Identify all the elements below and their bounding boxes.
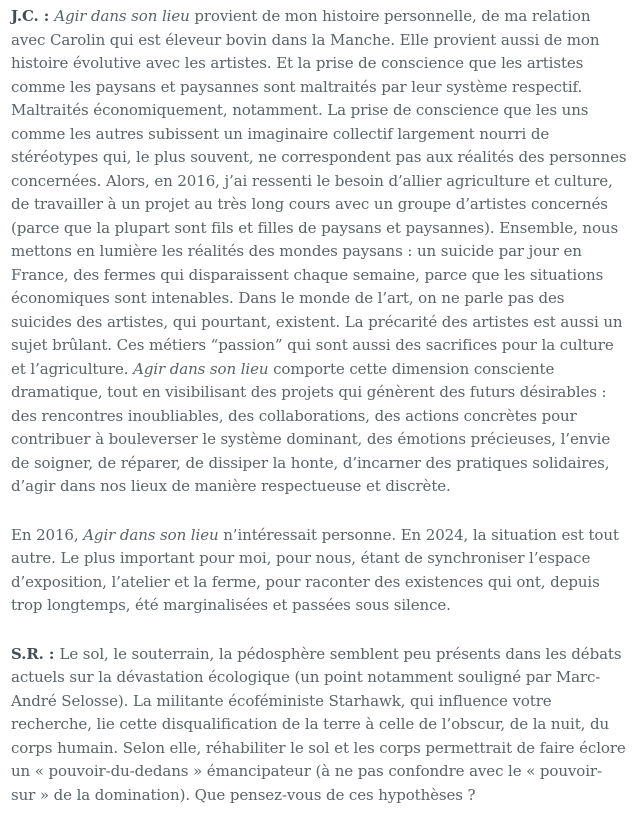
work-title: Agir dans son lieu bbox=[133, 359, 269, 378]
text-run: comporte cette dimension consciente dramatique, tout en visibilisant des projets qui génèrent des futurs désirables : des rencontres inoubliables, des collaborations, des actions concrètes pour contribuer à bouleverser le système dominant, des émotions précieuses, l’envie de soigner, de réparer, de dissiper la honte, d’incarner des pratiques solidaires, d’agir dans nos lieux de manière respectueuse et discrète. bbox=[11, 359, 611, 495]
text-run: Le sol, le souterrain, la pédosphère semblent peu présents dans les débats actuels sur la dévastation écologique (un point notamment souligné par Marc-André Selosse). La militante écoféministe Starhawk, qui influence votre recherche, lie cette disqualification de la terre à celle de l’obscur, de la nuit, du corps humain. Selon elle, réhabiliter le sol et les corps permettrait de faire éclore un « pouvoir-du-dedans » émancipateur (à ne pas confondre avec le « pouvoir-sur » de la domination). Que pensez-vous de ces hypothèses ? bbox=[11, 644, 626, 804]
text-run: n’intéressait personne. En 2024, la situation est tout autre. Le plus important pour moi, pour nous, étant de synchroniser l’espace d’exposition, l’atelier et la ferme, pour raconter des existences qui ont, depuis trop longtemps, été marginalisées et passées sous silence. bbox=[11, 525, 619, 614]
work-title: Agir dans son lieu bbox=[54, 7, 190, 25]
interview-transcript bbox=[11, 5, 629, 807]
paragraph bbox=[11, 5, 629, 499]
work-title: Agir dans son lieu bbox=[83, 525, 219, 544]
text-run: provient de mon histoire personnelle, de ma relation avec Carolin qui est éleveur bovin dans la Manche. Elle provient aussi de mon histoire évolutive avec les artistes. Et la prise de conscience que les artistes comme les paysans et paysannes sont maltraités par leur système respectif. Maltraités économiquement, notamment. La prise de conscience que les uns comme les autres subissent un imaginaire collectif largement nourri de stéréotypes qui, le plus souvent, ne correspondent pas aux réalités des personnes concernées. Alors, en 2016, j’ai ressenti le besoin d’allier agriculture et culture, de travailler à un projet au très long cours avec un groupe d’artistes concernés (parce que la plupart sont fils et filles de paysans et paysannes). Ensemble, nous mettons en lumière les réalités des mondes paysans : un suicide par jour en France, des fermes qui disparaissent chaque semaine, parce que les situations économiques sont intenables. Dans le monde de l’art, on ne parle pas des suicides des artistes, qui pourtant, existent. La précarité des artistes est aussi un sujet brûlant. Ces métiers “passion” qui sont aussi des sacrifices pour la culture et l’agriculture. bbox=[11, 7, 627, 378]
speaker-label: S.R. : bbox=[11, 644, 60, 663]
paragraph bbox=[11, 524, 629, 618]
text-run: En 2016, bbox=[11, 525, 84, 544]
paragraph bbox=[11, 643, 629, 808]
speaker-label: J.C. : bbox=[11, 7, 55, 25]
